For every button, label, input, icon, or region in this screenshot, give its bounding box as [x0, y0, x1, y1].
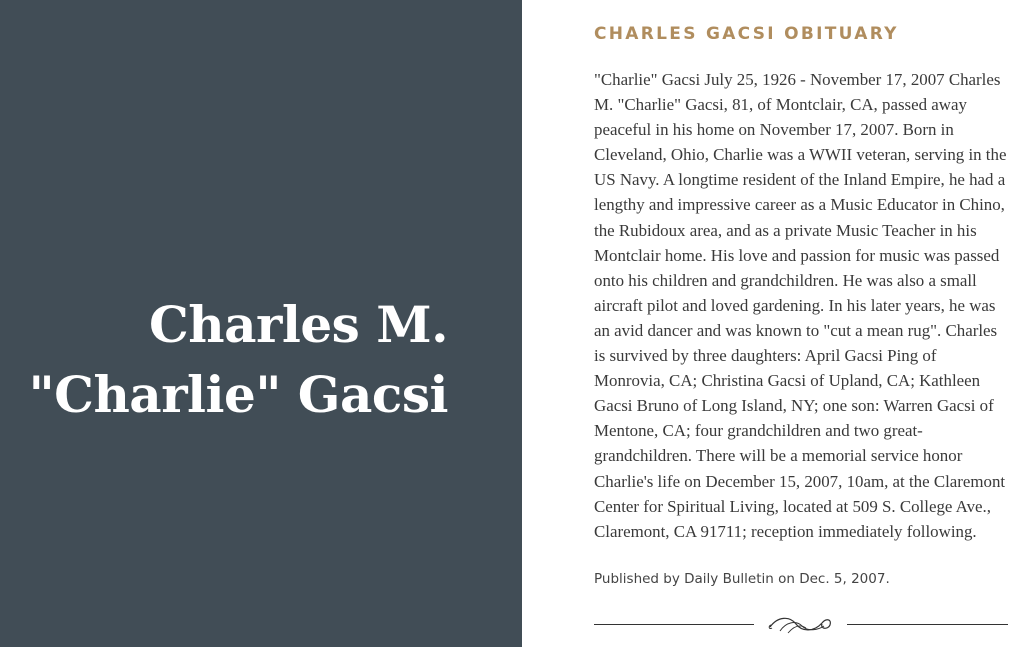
- deceased-name-title: [29, 290, 448, 430]
- divider-rule-left: [594, 624, 754, 625]
- name-line-1: Charles M.: [148, 295, 448, 354]
- obituary-heading: CHARLES GACSI OBITUARY: [594, 24, 899, 44]
- name-line-2: "Charlie" Gacsi: [28, 365, 448, 424]
- divider-rule-right: [847, 624, 1008, 625]
- flourish-ornament-icon: [766, 612, 836, 636]
- publication-credit: Published by Daily Bulletin on Dec. 5, 2007.: [594, 571, 890, 587]
- obituary-body-text: "Charlie" Gacsi July 25, 1926 - November 17, 2007 Charles M. "Charlie" Gacsi, 81, of Montclair, CA, passed away peaceful in his home on November 17, 2007. Born in Cleveland, Ohio, Charlie was a WWII veteran, serving in the US Navy. A longtime resident of the Inland Empire, he had a lengthy and impressive career as a Music Educator in Chino, the Rubidoux area, and as a private Music Teacher in his Montclair home. His love and passion for music was passed onto his children and grandchildren. He was also a small aircraft pilot and loved gardening. In his later years, he was an avid dancer and was known to "cut a mean rug". Charles is survived by three daughters: April Gacsi Ping of Monrovia, CA; Christina Gacsi of Upland, CA; Kathleen Gacsi Bruno of Long Island, NY; one son: Warren Gacsi of Mentone, CA; four grandchildren and two great-grandchildren. There will be a memorial service honor Charlie's life on December 15, 2007, 10am, at the Claremont Center for Spiritual Living, located at 509 S. College Ave., Claremont, CA 91711; reception immediately following.: [594, 70, 1007, 541]
- ornamental-divider: [594, 612, 1008, 640]
